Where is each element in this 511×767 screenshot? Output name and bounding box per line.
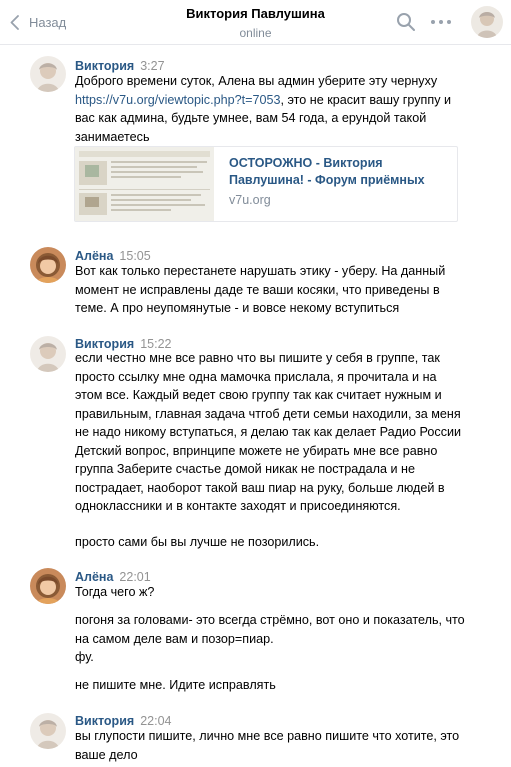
message-text: просто сами бы вы лучше не позорились.: [75, 535, 320, 549]
message-text: фу.: [75, 650, 94, 664]
more-button[interactable]: [430, 12, 452, 32]
message-time: 3:27: [140, 59, 165, 73]
back-label: Назад: [29, 14, 67, 30]
message-text: не пишите мне. Идите исправлять: [75, 678, 276, 692]
message-time: 22:04: [140, 714, 172, 728]
message-time: 22:01: [119, 570, 151, 584]
link-snippet[interactable]: [74, 146, 458, 222]
message-text: если честно мне все равно что вы пишите у себя в группе, так просто ссылку мне одна мамочка прислала, я прочитала и на этом все. Каждый ведет свою группу так как считает нужным и правильным, главная задача чтгоб дети семьи находили, за меня не надо никому вступаться, я делаю так как делает Радио России Детский вопрос, впринципе можете не убирать мне все равно группа Заберите счастье домой никак не пострадала и не пострадает, наоборот такой ваш пиар на руку, больше людей в одноклассники и в контакте заходят и присоединяются.: [75, 351, 462, 513]
snippet-title: ОСТОРОЖНО - Виктория Павлушина! - Форум приёмных: [229, 156, 425, 187]
online-status: online: [239, 26, 272, 40]
message-author[interactable]: Алёна 15:05: [75, 249, 151, 263]
chat-header: [0, 0, 511, 45]
avatar[interactable]: [30, 247, 66, 283]
contact-avatar[interactable]: [471, 6, 503, 38]
snippet-thumbnail: [75, 147, 214, 221]
message-time: 15:22: [140, 337, 172, 351]
snippet-domain: v7u.org: [229, 193, 271, 207]
message-text: погоня за головами- это всегда стрёмно, вот оно и показатель, что на самом деле вам и позор=пиар.: [75, 613, 465, 646]
avatar[interactable]: [30, 336, 66, 372]
avatar[interactable]: [30, 56, 66, 92]
avatar[interactable]: [30, 713, 66, 749]
message-link[interactable]: https://v7u.org/viewtopic.php?t=7053: [75, 92, 281, 107]
message-author[interactable]: Виктория 22:04: [75, 714, 172, 728]
message-author[interactable]: Алёна 22:01: [75, 570, 151, 584]
search-icon: [396, 12, 416, 32]
avatar[interactable]: [30, 568, 66, 604]
message-text: Доброго времени суток, Алена вы админ уберите эту чернуху https://v7u.org/viewtopic.php?t=7053, это не красит вашу группу и вас как админа, будьте умнее, вам 54 года, а ерундой такой занимаетесь: [75, 74, 452, 144]
message-text: Вот как только перестанете нарушать этику - уберу. На данный момент не исправлены даде те ваши косяки, что приведены в теме. А про неупомянутые - и вовсе некому вступиться: [75, 264, 446, 315]
chat-title[interactable]: Виктория Павлушина: [186, 6, 325, 21]
message-text: Тогда чего ж?: [75, 585, 155, 599]
message-author[interactable]: Виктория 3:27: [75, 59, 165, 73]
more-icon: [430, 12, 452, 32]
message-author[interactable]: Виктория 15:22: [75, 337, 172, 351]
search-button[interactable]: [396, 12, 416, 32]
message-time: 15:05: [119, 249, 151, 263]
message-text: вы глупости пишите, лично мне все равно пишите что хотите, это ваше дело: [75, 729, 460, 762]
